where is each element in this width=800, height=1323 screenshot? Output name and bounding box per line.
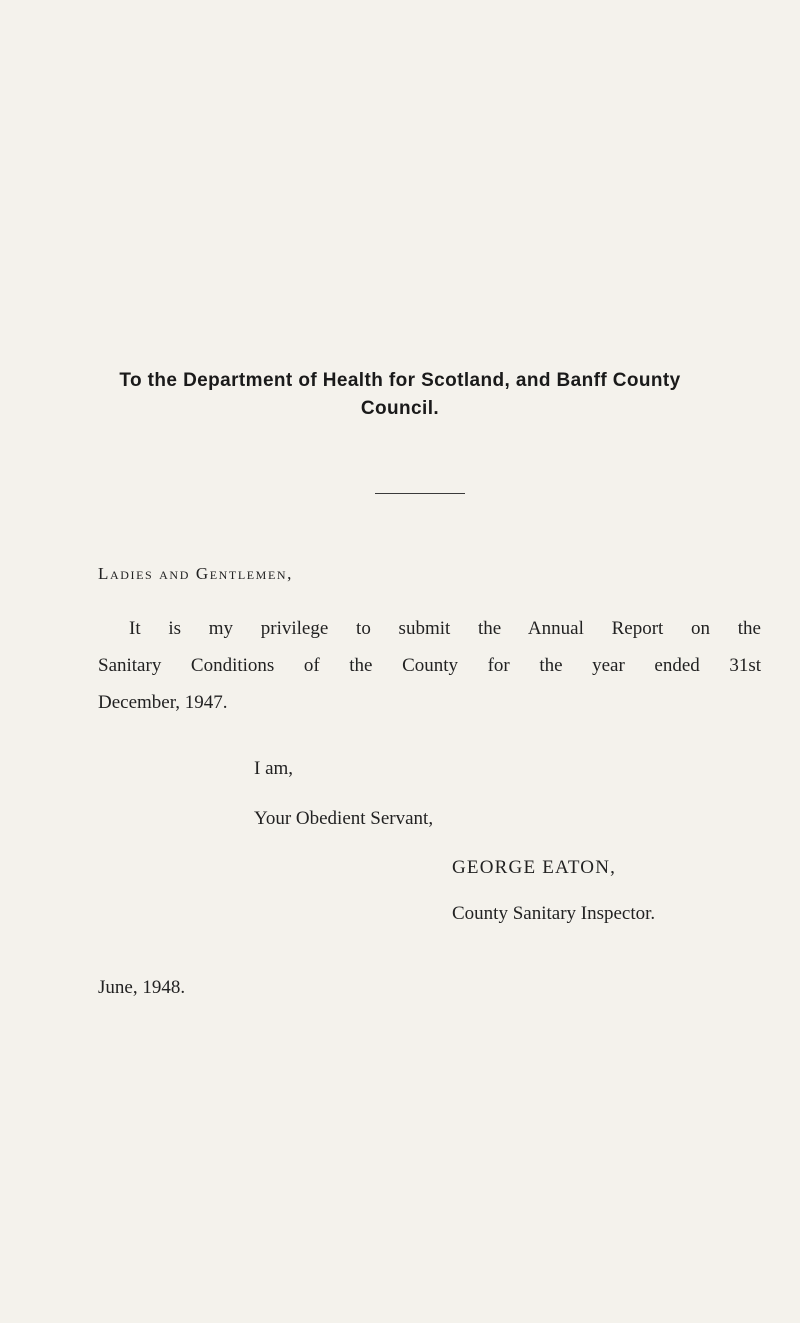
closing-line-2: Your Obedient Servant, <box>254 808 434 829</box>
body-line-3: December, 1947. <box>98 692 228 713</box>
divider-rule <box>375 493 465 494</box>
address-line-2: Council. <box>360 398 440 419</box>
body-line-2: Sanitary Conditions of the County for the year ended 31st <box>98 655 761 676</box>
signer-name: GEORGE EATON, <box>452 857 617 878</box>
letter-date: June, 1948. <box>98 977 186 998</box>
signer-title: County Sanitary Inspector. <box>452 903 656 924</box>
closing-line-1: I am, <box>254 758 294 779</box>
body-line-1: It is my privilege to submit the Annual Report on the <box>129 618 761 639</box>
salutation: Ladies and Gentlemen, <box>98 564 293 583</box>
address-line-1: To the Department of Health for Scotland, and Banff County <box>119 370 681 391</box>
